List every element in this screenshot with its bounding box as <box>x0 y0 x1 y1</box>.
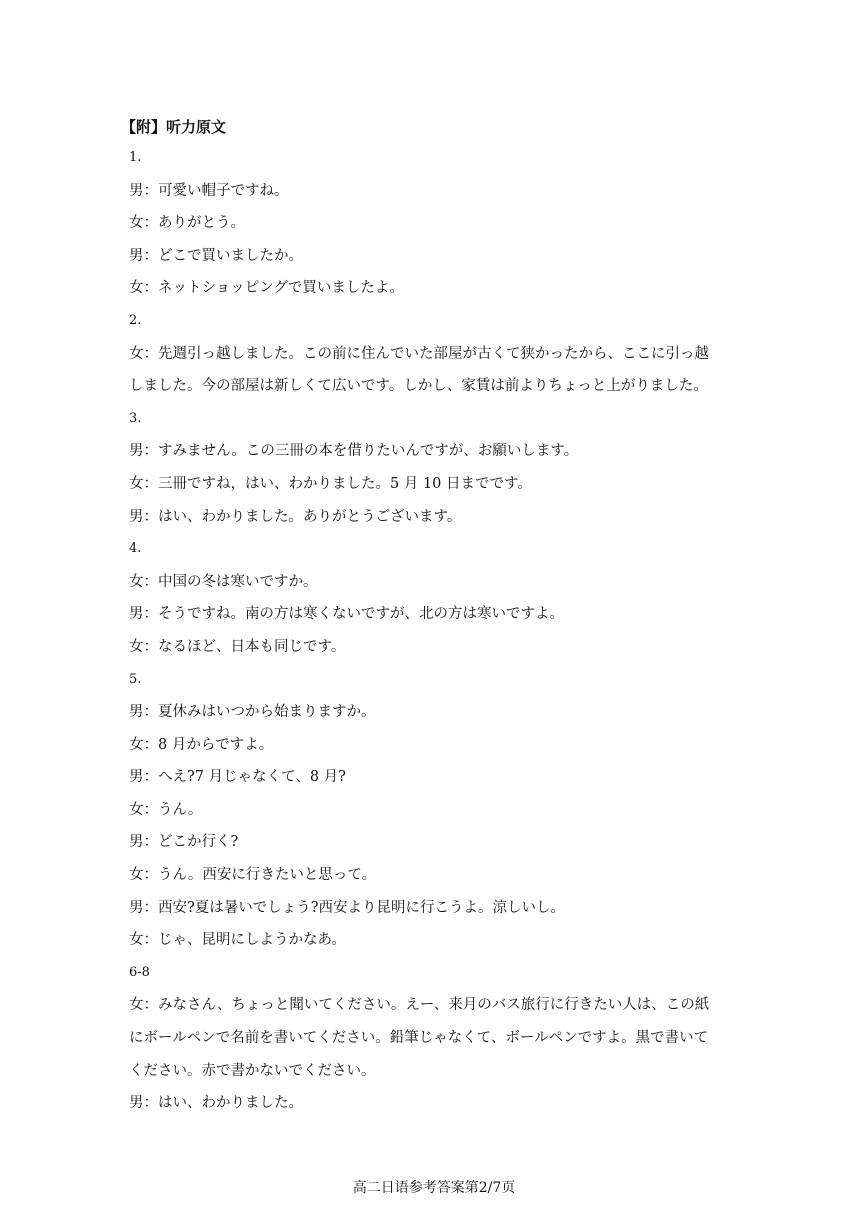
transcript-line: 男：はい、わかりました。 <box>129 1095 303 1112</box>
transcript-line: 女：先週引っ越しました。この前に住んでいた部屋が古くて狭かったから、ここに引っ越 <box>129 345 709 362</box>
question-number: 5. <box>129 671 142 687</box>
page-footer: 高二日语参考答案第2/7页 <box>352 1180 516 1196</box>
transcript-line: 男：夏休みはいつから始まりますか。 <box>129 704 376 721</box>
transcript-line: 男：はい、わかりました。ありがとうございます。 <box>129 508 462 525</box>
transcript-line: 女：うん。西安に行きたいと思って。 <box>129 867 377 884</box>
transcript-line: しました。今の部屋は新しくて広いです。しかし、家賃は前よりちょっと上がりました。 <box>129 378 708 395</box>
transcript-line: 女：三冊ですね，はい、わかりました。5 月 10 日までです。 <box>129 475 532 492</box>
transcript-line: にボールペンで名前を書いてください。鉛筆じゃなくて、ボールペンですよ。黒で書いて <box>129 1030 709 1047</box>
section-heading: 【附】听力原文 <box>121 118 227 136</box>
question-number: 3. <box>129 410 142 426</box>
transcript-line: 女：ありがとう。 <box>129 215 245 232</box>
transcript-line: 女：中国の冬は寒いですか。 <box>129 573 318 590</box>
transcript-line: 男：どこか行く? <box>129 834 239 851</box>
transcript-line: ください。赤で書かないでください。 <box>129 1062 376 1079</box>
transcript-line: 男：可愛い帽子ですね。 <box>129 182 289 199</box>
transcript-line: 女：ネットショッピングで買いましたよ。 <box>129 280 404 297</box>
transcript-line: 男：西安?夏は暑いでしょう?西安より昆明に行こうよ。涼しいし。 <box>129 899 566 916</box>
question-number: 4. <box>129 541 142 557</box>
transcript-line: 男：そうですね。南の方は寒くないですが、北の方は寒いですよ。 <box>129 606 564 623</box>
transcript-line: 男：へえ?7 月じゃなくて、8 月? <box>129 769 346 786</box>
question-number: 6-8 <box>129 964 150 980</box>
transcript-line: 女：じゃ、昆明にしようかなあ。 <box>129 932 346 949</box>
transcript-line: 女：8 月からですよ。 <box>129 736 274 753</box>
transcript-line: 男：どこで買いましたか。 <box>129 247 303 264</box>
transcript-body <box>129 148 747 1126</box>
transcript-line: 女：うん。 <box>129 801 203 818</box>
transcript-line: 男：すみません。この三冊の本を借りたいんですが、お願いします。 <box>129 443 579 460</box>
transcript-line: 女：なるほど、日本も同じです。 <box>129 638 346 655</box>
question-number: 2. <box>129 312 142 328</box>
transcript-line: 女：みなさん、ちょっと聞いてください。えー、来月のバス旅行に行きたい人は、この紙 <box>129 997 710 1014</box>
question-number: 1. <box>129 150 142 165</box>
